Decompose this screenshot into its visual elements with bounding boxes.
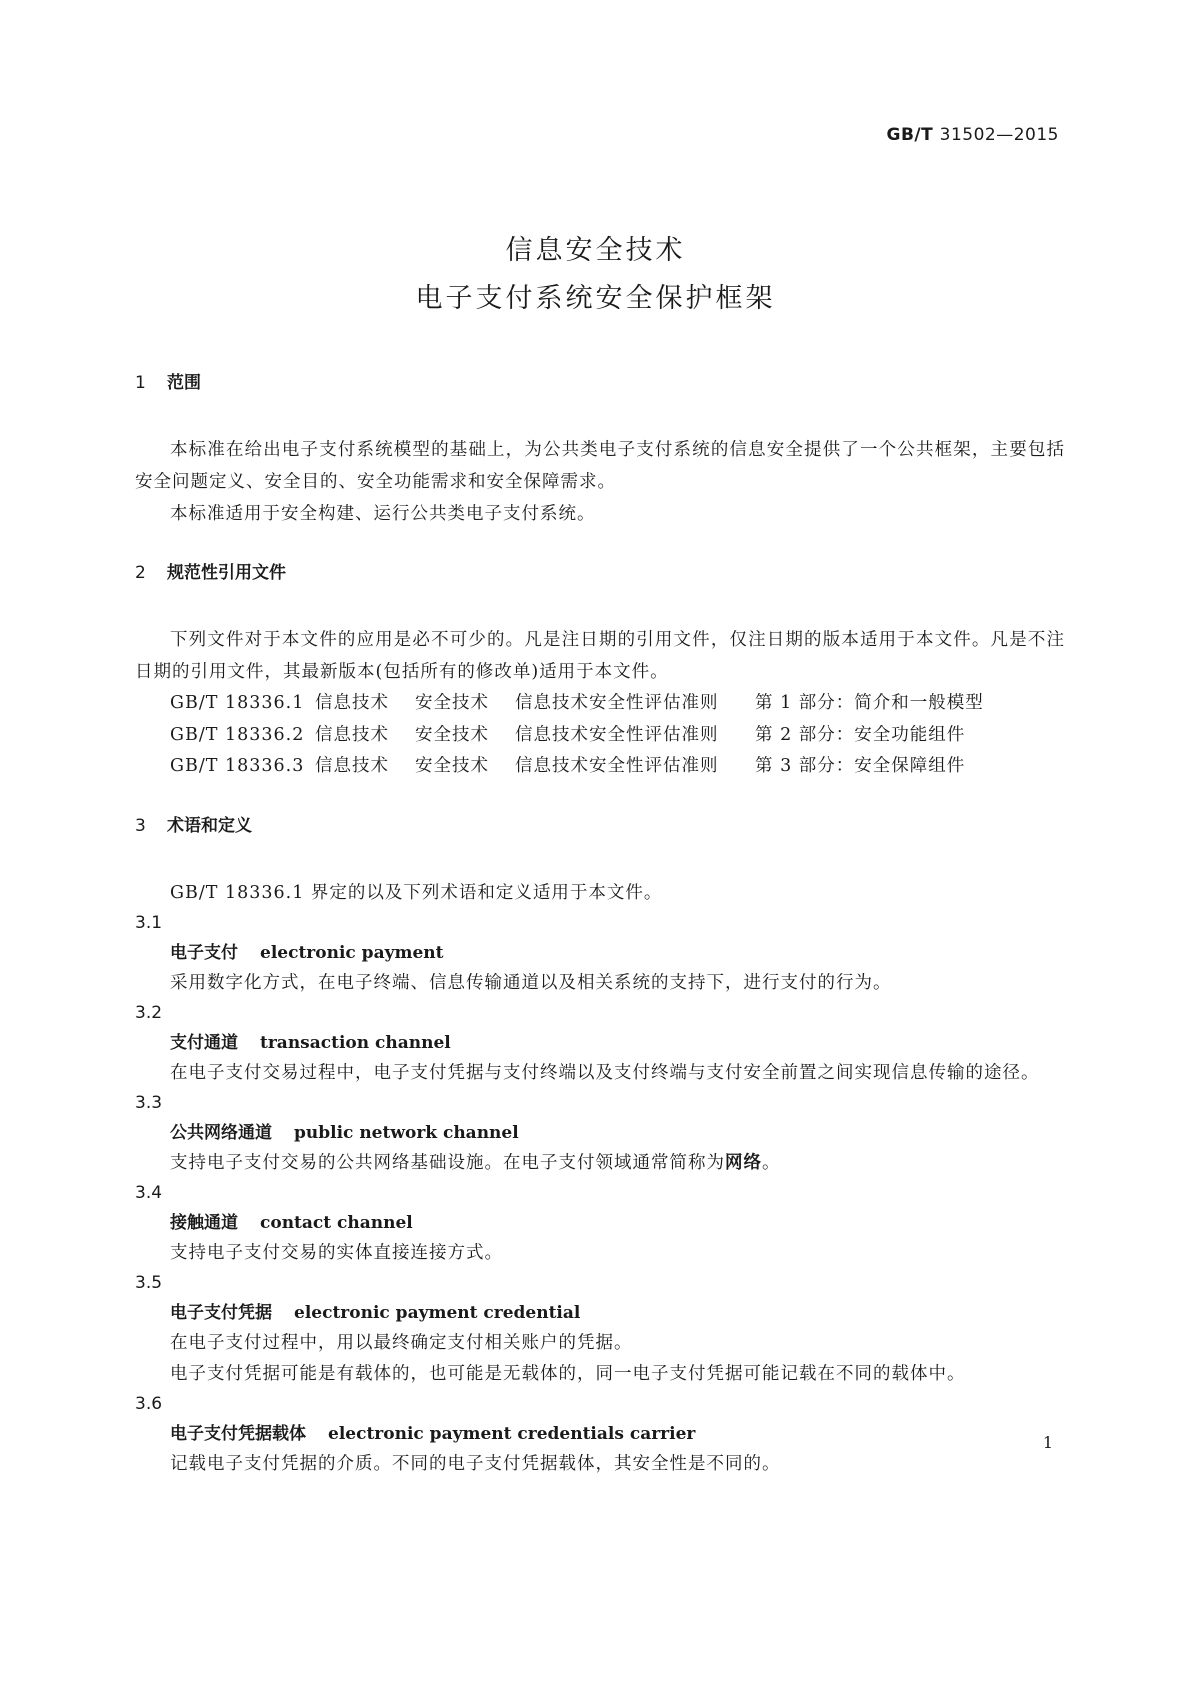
- term-chinese: 支付通道: [170, 1032, 238, 1053]
- paragraph: 本标准适用于安全构建、运行公共类电子支付系统。: [170, 504, 596, 524]
- reference-code: GB/T 18336.2: [170, 724, 305, 745]
- reference-part: 第 2 部分：安全功能组件: [755, 724, 966, 745]
- section-title: 术语和定义: [167, 815, 252, 836]
- term-english: public network channel: [294, 1122, 519, 1143]
- reference-part: 信息技术: [315, 756, 389, 776]
- term-heading: [135, 938, 1065, 968]
- definition-text-end: 。: [762, 1152, 781, 1173]
- reference-part: 信息技术安全性评估准则: [515, 724, 719, 745]
- title-line-1: 信息安全技术: [505, 235, 686, 266]
- reference-part: 第 1 部分：简介和一般模型: [755, 693, 984, 713]
- term-definition: 采用数字化方式，在电子终端、信息传输通道以及相关系统的支持下，进行支付的行为。: [170, 972, 892, 993]
- reference-item: [135, 720, 1065, 752]
- reference-part: 安全技术: [415, 756, 489, 776]
- section-title: 范围: [167, 373, 201, 393]
- definition-text: 支持电子支付交易的公共网络基础设施。在电子支付领域通常简称为: [170, 1152, 725, 1173]
- term-definition: 支持电子支付交易的实体直接连接方式。: [170, 1242, 503, 1263]
- term-number: 3.5: [135, 1272, 163, 1293]
- term-heading: [135, 1419, 1065, 1449]
- term-number: 3.3: [135, 1092, 163, 1113]
- reference-part: 安全技术: [415, 693, 489, 713]
- term-heading: [135, 1028, 1065, 1058]
- reference-part: 第 3 部分：安全保障组件: [755, 756, 966, 776]
- term-definition: 记载电子支付凭据的介质。不同的电子支付凭据载体，其安全性是不同的。: [170, 1453, 781, 1474]
- reference-code: GB/T 18336.1: [170, 693, 305, 713]
- term-definition: 在电子支付过程中，用以最终确定支付相关账户的凭据。: [170, 1332, 633, 1353]
- section-number: 3: [135, 815, 146, 836]
- term-english: transaction channel: [260, 1032, 451, 1053]
- paragraph: 本标准在给出电子支付系统模型的基础上，为公共类电子支付系统的信息安全提供了一个公共框架，主要包括安全问题定义、安全目的、安全功能需求和安全保障需求。: [135, 440, 1065, 492]
- reference-part: 信息技术安全性评估准则: [515, 693, 719, 713]
- section-number: 2: [135, 563, 146, 583]
- term-chinese: 电子支付凭据载体: [170, 1423, 306, 1444]
- term-number: 3.6: [135, 1393, 163, 1414]
- section-heading-normative-references: [135, 560, 1065, 586]
- document-body: [135, 370, 1065, 1480]
- term-heading: [135, 1298, 1065, 1328]
- term-definition: 在电子支付交易过程中，电子支付凭据与支付终端以及支付终端与支付安全前置之间实现信息传输的途径。: [170, 1062, 1040, 1083]
- reference-part: 安全技术: [415, 724, 489, 745]
- reference-part: 信息技术: [315, 693, 389, 713]
- term-heading: [135, 1118, 1065, 1148]
- term-chinese: 电子支付凭据: [170, 1302, 272, 1323]
- term-chinese: 电子支付: [170, 942, 238, 963]
- reference-part: 信息技术安全性评估准则: [515, 756, 719, 776]
- term-number: 3.2: [135, 1002, 163, 1023]
- paragraph: 下列文件对于本文件的应用是必不可少的。凡是注日期的引用文件，仅注日期的版本适用于本文件。凡是不注日期的引用文件，其最新版本(包括所有的修改单)适用于本文件。: [135, 630, 1065, 682]
- standard-prefix: GB/T: [886, 125, 934, 145]
- page-number: 1: [1042, 1433, 1053, 1452]
- reference-code: GB/T 18336.3: [170, 756, 305, 776]
- term-heading: [135, 1208, 1065, 1238]
- reference-item: [135, 751, 1065, 783]
- term-definition-note: 电子支付凭据可能是有载体的，也可能是无载体的，同一电子支付凭据可能记载在不同的载体中。: [170, 1363, 966, 1384]
- term-chinese: 公共网络通道: [170, 1122, 272, 1143]
- term-chinese: 接触通道: [170, 1212, 238, 1233]
- paragraph: GB/T 18336.1 界定的以及下列术语和定义适用于本文件。: [170, 882, 663, 903]
- term-definition: [135, 1148, 1065, 1179]
- standard-number: 31502—2015: [939, 125, 1059, 145]
- term-number: 3.4: [135, 1182, 163, 1203]
- section-heading-scope: [135, 370, 1065, 396]
- term-number: 3.1: [135, 912, 163, 933]
- section-title: 规范性引用文件: [167, 563, 286, 583]
- section-heading-terms-and-definitions: [135, 813, 1065, 839]
- reference-part: 信息技术: [315, 724, 389, 745]
- title-line-2: 电子支付系统安全保护框架: [415, 283, 776, 314]
- term-english: contact channel: [260, 1212, 413, 1233]
- term-english: electronic payment credential: [294, 1302, 581, 1323]
- section-number: 1: [135, 373, 146, 393]
- term-english: electronic payment: [260, 942, 444, 963]
- reference-item: [135, 688, 1065, 720]
- standard-code: [887, 125, 1059, 145]
- term-english: electronic payment credentials carrier: [328, 1423, 696, 1444]
- definition-bold-term: 网络: [725, 1152, 762, 1173]
